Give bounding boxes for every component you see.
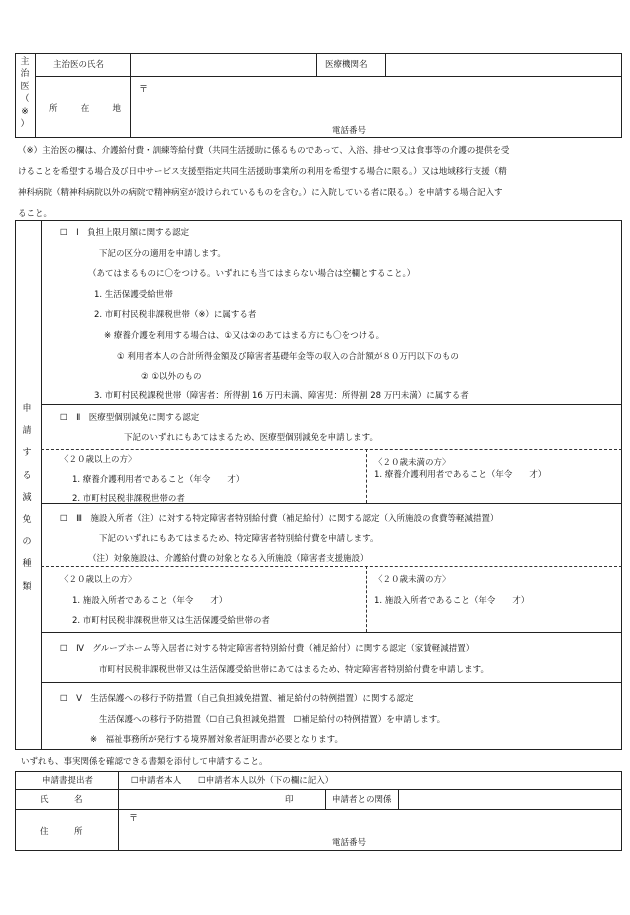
doctor-name-label: 主治医の氏名 <box>53 60 105 70</box>
doctor-side-char: 主 <box>20 57 30 67</box>
note-line-2: けることを希望する場合及び日中サービス支援型指定共同生活援助事業所の利用を希望する場合に限る。）又は地域移行支援（精 <box>18 167 507 177</box>
section5-title[interactable]: ☐ Ⅴ 生活保護への移行予防措置（自己負担減免措置、補足給付の特例措置）に関する認定 <box>60 694 414 704</box>
submitter-address-field[interactable] <box>119 810 621 838</box>
reduction-side-char: の <box>22 537 32 548</box>
instruction-text: いずれも、事実関係を確認できる書類を添付して申請すること。 <box>21 757 268 767</box>
submitter-options[interactable]: ☐申請者本人 ☐申請者本人以外（下の欄に記入） <box>131 776 334 786</box>
doctor-side-char: ※ <box>21 106 29 117</box>
address-char-3: 地 <box>112 104 121 114</box>
section2-left-head: 〈２０歳以上の方〉 <box>60 455 137 465</box>
section3-left1: 1. 施設入所者であること（年令 才） <box>72 596 228 606</box>
section2-left1: 1. 療養介護利用者であること（年令 才） <box>72 475 245 485</box>
address-char-1: 所 <box>49 104 58 114</box>
reduction-side-char: 類 <box>22 581 32 592</box>
section1-line1: 下記の区分の適用を申請します。 <box>99 249 226 259</box>
reduction-side-char: 減 <box>22 492 32 503</box>
doctor-side-char: （ <box>20 94 30 105</box>
section1-note: ※ 療養介護を利用する場合は、①又は②のあてはまる方にも〇をつける。 <box>104 331 385 341</box>
section1-title[interactable]: ☐ Ⅰ 負担上限月額に関する認定 <box>60 228 190 238</box>
submitter-address-label: 住 所 <box>40 827 83 837</box>
section3-left2: 2. 市町村民税非課税世帯又は生活保護受給世帯の者 <box>72 616 270 626</box>
relation-field[interactable] <box>399 790 621 808</box>
address-label <box>49 104 121 114</box>
section3-line1: 下記のいずれにもあてはまるため、特定障害者特別給付費を申請します。 <box>99 534 379 544</box>
section2-line1: 下記のいずれにもあてはまるため、医療型個別減免を申請します。 <box>124 433 378 443</box>
section3-title[interactable]: ☐ Ⅲ 施設入所者（注）に対する特定障害者特別給付費（補足給付）に関する認定（入所施設の食費等軽減措置） <box>60 514 499 524</box>
section5-note: ※ 福祉事務所が発行する境界層対象者証明書が必要となります。 <box>90 735 343 745</box>
section2-title[interactable]: ☐ Ⅱ 医療型個別減免に関する認定 <box>60 413 200 423</box>
note-line-3: 神科病院（精神科病院以外の病院で精神病室が設けられているものを含む。）に入院している者に限る。）を申請する場合記入す <box>18 188 503 198</box>
section3-right1: 1. 施設入所者であること（年令 才） <box>374 596 530 606</box>
reduction-side-char: 申 <box>22 404 32 414</box>
section4-title[interactable]: ☐ Ⅳ グループホーム等入居者に対する特定障害者特別給付費（補足給付）に関する認定（家賃軽減措置） <box>60 644 475 654</box>
section1-item1: 1. 生活保護受給世帯 <box>94 290 173 300</box>
relation-label: 申請者との関係 <box>332 795 392 805</box>
seal-mark: 印 <box>285 795 294 805</box>
doctor-postal-mark: 〒 <box>139 85 149 95</box>
doctor-side-char: 医 <box>20 81 30 92</box>
doctor-address-field[interactable] <box>131 77 621 121</box>
section2-right1: 1. 療養介護利用者であること（年令 才） <box>374 470 547 480</box>
reduction-side-label <box>21 398 33 598</box>
doctor-side-label <box>19 56 31 130</box>
section1-item3: 3. 市町村民税課税世帯（障害者：所得割 16 万円未満、障害児：所得割 28 万円未満）に属する者 <box>94 391 469 401</box>
section4-line1: 市町村民税非課税世帯又は生活保護受給世帯にあてはまるため、特定障害者特別給付費を申請します。 <box>99 665 489 675</box>
section2-right-head: 〈２０歳未満の方〉 <box>374 458 451 468</box>
doctor-phone-label: 電話番号 <box>332 126 367 136</box>
institution-field[interactable] <box>386 54 621 75</box>
reduction-side-char: る <box>22 470 32 481</box>
reduction-side-char: 種 <box>22 559 32 570</box>
section2-left2: 2. 市町村民税非課税世帯の者 <box>72 494 185 504</box>
submitter-postal-mark: 〒 <box>129 814 139 824</box>
reduction-side-char: 免 <box>22 515 32 526</box>
reduction-side-char: す <box>22 448 32 459</box>
institution-label: 医療機関名 <box>325 60 368 70</box>
doctor-side-char: 治 <box>20 69 30 80</box>
submitter-phone-label: 電話番号 <box>332 838 367 848</box>
section1-line2: （あてはまるものに〇をつける。いずれにも当てはまらない場合は空欄とすること。） <box>88 269 416 279</box>
reduction-side-char: 請 <box>22 426 32 437</box>
section1-item2: 2. 市町村民税非課税世帯（※）に属する者 <box>94 310 257 320</box>
note-line-4: ること。 <box>18 209 53 219</box>
submitter-name-label: 氏 名 <box>40 795 83 805</box>
section3-line2: （注）対象施設は、介護給付費の対象となる入所施設（障害者支援施設） <box>88 554 369 564</box>
doctor-name-field[interactable] <box>131 54 315 75</box>
section1-sub1: ① 利用者本人の合計所得金額及び障害者基礎年金等の収入の合計額が８０万円以下のもの <box>117 352 459 362</box>
address-char-2: 在 <box>80 104 90 114</box>
section5-line1[interactable]: 生活保護への移行予防措置（☐自己負担減免措置 ☐補足給付の特例措置）を申請します。 <box>99 715 446 725</box>
section3-left-head: 〈２０歳以上の方〉 <box>60 575 137 585</box>
note-line-1: （※）主治医の欄は、介護給付費・訓練等給付費（共同生活援助に係るものであって、入浴、排せつ又は食事等の介護の提供を受 <box>18 146 510 156</box>
doctor-side-char: ） <box>20 119 30 130</box>
section3-right-head: 〈２０歳未満の方〉 <box>374 575 451 585</box>
section1-sub2: ② ①以外のもの <box>141 372 202 382</box>
submitter-label: 申請書提出者 <box>42 776 94 786</box>
